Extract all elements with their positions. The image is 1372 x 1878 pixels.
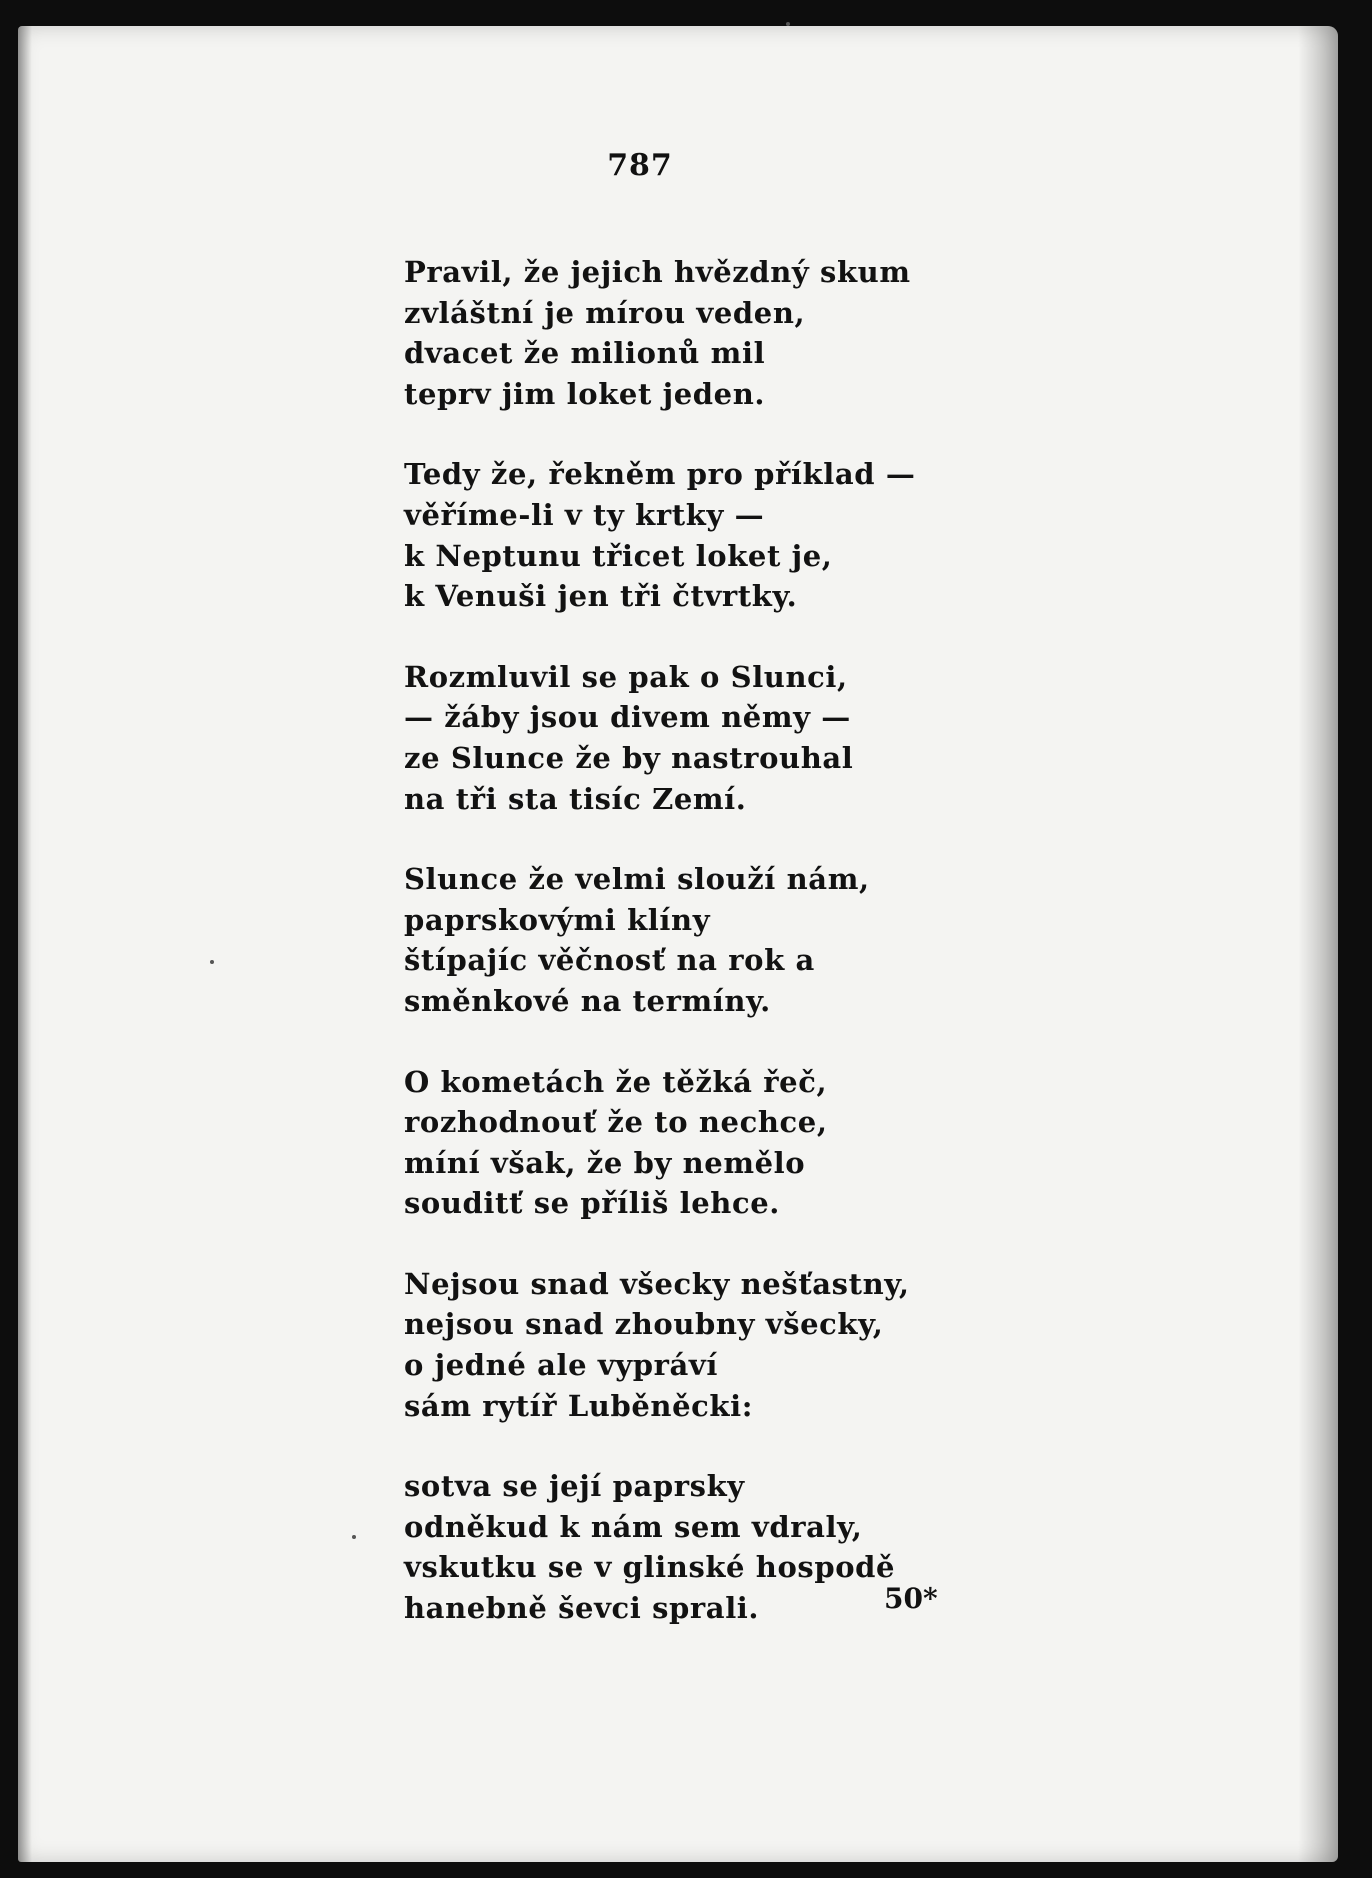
stanza-3 (404, 657, 924, 819)
poem-line: Tedy že, řekněm pro příklad — (404, 457, 916, 492)
poem-line: na tři sta tisíc Zemí. (404, 781, 747, 816)
page-number: 787 (607, 148, 673, 183)
stanza-2 (404, 454, 924, 616)
poem-text (404, 252, 924, 1669)
poem-line: zvláštní je mírou veden, (404, 295, 806, 330)
poem-line: paprskovými klíny (404, 902, 711, 937)
page-edge-shadow (1298, 26, 1338, 1862)
poem-line: ze Slunce že by nastrouhal (404, 740, 854, 775)
stanza-4 (404, 859, 924, 1021)
poem-line: hanebně ševci sprali. (404, 1591, 760, 1626)
poem-line: k Neptunu třicet loket je, (404, 538, 833, 573)
poem-line: o jedné ale vypráví (404, 1348, 718, 1383)
poem-line: sotva se její paprsky (404, 1469, 745, 1504)
poem-line: sám rytíř Luběněcki: (404, 1388, 754, 1423)
poem-line: vskutku se v glinské hospodě (404, 1550, 896, 1585)
poem-line: věříme-li v ty krtky — (404, 497, 765, 532)
stanza-5 (404, 1062, 924, 1224)
page-binding-shadow (18, 26, 32, 1862)
poem-line: — žáby jsou divem němy — (404, 700, 851, 735)
poem-line: souditť se příliš lehce. (404, 1186, 780, 1221)
poem-line: odněkud k nám sem vdraly, (404, 1509, 863, 1544)
poem-line: štípajíc věčnosť na rok a (404, 943, 815, 978)
poem-line: míní však, že by nemělo (404, 1145, 806, 1180)
poem-line: směnkové na termíny. (404, 983, 771, 1018)
poem-line: k Venuši jen tři čtvrtky. (404, 579, 798, 614)
poem-line: Slunce že velmi slouží nám, (404, 862, 870, 897)
poem-line: teprv jim loket jeden. (404, 376, 766, 411)
scan-speck (210, 960, 214, 964)
poem-line: dvacet že milionů mil (404, 336, 766, 371)
poem-line: rozhodnouť že to nechce, (404, 1105, 828, 1140)
poem-line: Pravil, že jejich hvězdný skum (404, 255, 911, 289)
poem-line: Rozmluvil se pak o Slunci, (404, 659, 848, 694)
printer-signature-mark: 50* (884, 1582, 938, 1615)
poem-line: nejsou snad zhoubny všecky, (404, 1307, 884, 1342)
stanza-6 (404, 1264, 924, 1426)
scan-speck (352, 1535, 356, 1539)
scan-speck (786, 22, 790, 26)
stanza-7 (404, 1466, 924, 1628)
stanza-1 (404, 252, 924, 414)
poem-line: O kometách že těžká řeč, (404, 1064, 828, 1099)
poem-line: Nejsou snad všecky nešťastny, (404, 1266, 910, 1301)
